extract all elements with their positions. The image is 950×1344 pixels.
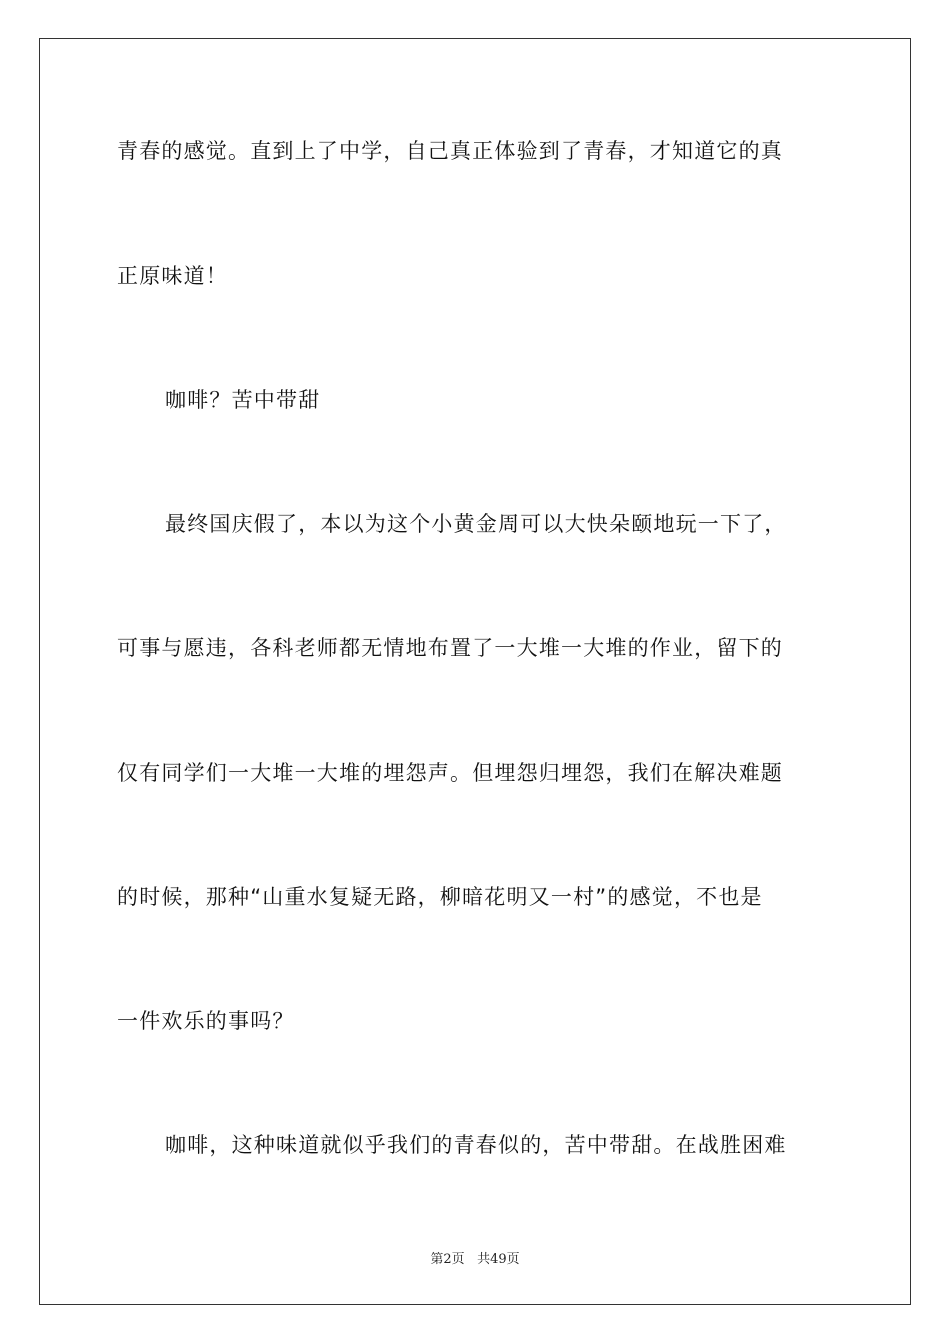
body-text-line: 正原味道！ xyxy=(117,264,228,288)
paragraph-first-line: 最终国庆假了，本以为这个小黄金周可以大快朵颐地玩一下了， xyxy=(165,512,787,536)
body-text-line: 一件欢乐的事吗？ xyxy=(117,1009,295,1033)
body-text-line: 可事与愿违，各科老师都无情地布置了一大堆一大堆的作业，留下的 xyxy=(117,636,783,660)
page-number: 第2页 xyxy=(430,1252,465,1267)
page-border xyxy=(39,38,911,1305)
page-footer xyxy=(0,1248,950,1267)
paragraph-first-line: 咖啡，这种味道就似乎我们的青春似的，苦中带甜。在战胜困难 xyxy=(165,1133,787,1157)
body-text-line: 的时候，那种“山重水复疑无路，柳暗花明又一村”的感觉，不也是 xyxy=(117,885,763,909)
page-total: 共49页 xyxy=(477,1252,520,1267)
section-heading: 咖啡？苦中带甜 xyxy=(165,388,321,412)
body-text-line: 仅有同学们一大堆一大堆的埋怨声。但埋怨归埋怨，我们在解决难题 xyxy=(117,761,783,785)
body-text-line: 青春的感觉。直到上了中学，自己真正体验到了青春，才知道它的真 xyxy=(117,139,783,163)
